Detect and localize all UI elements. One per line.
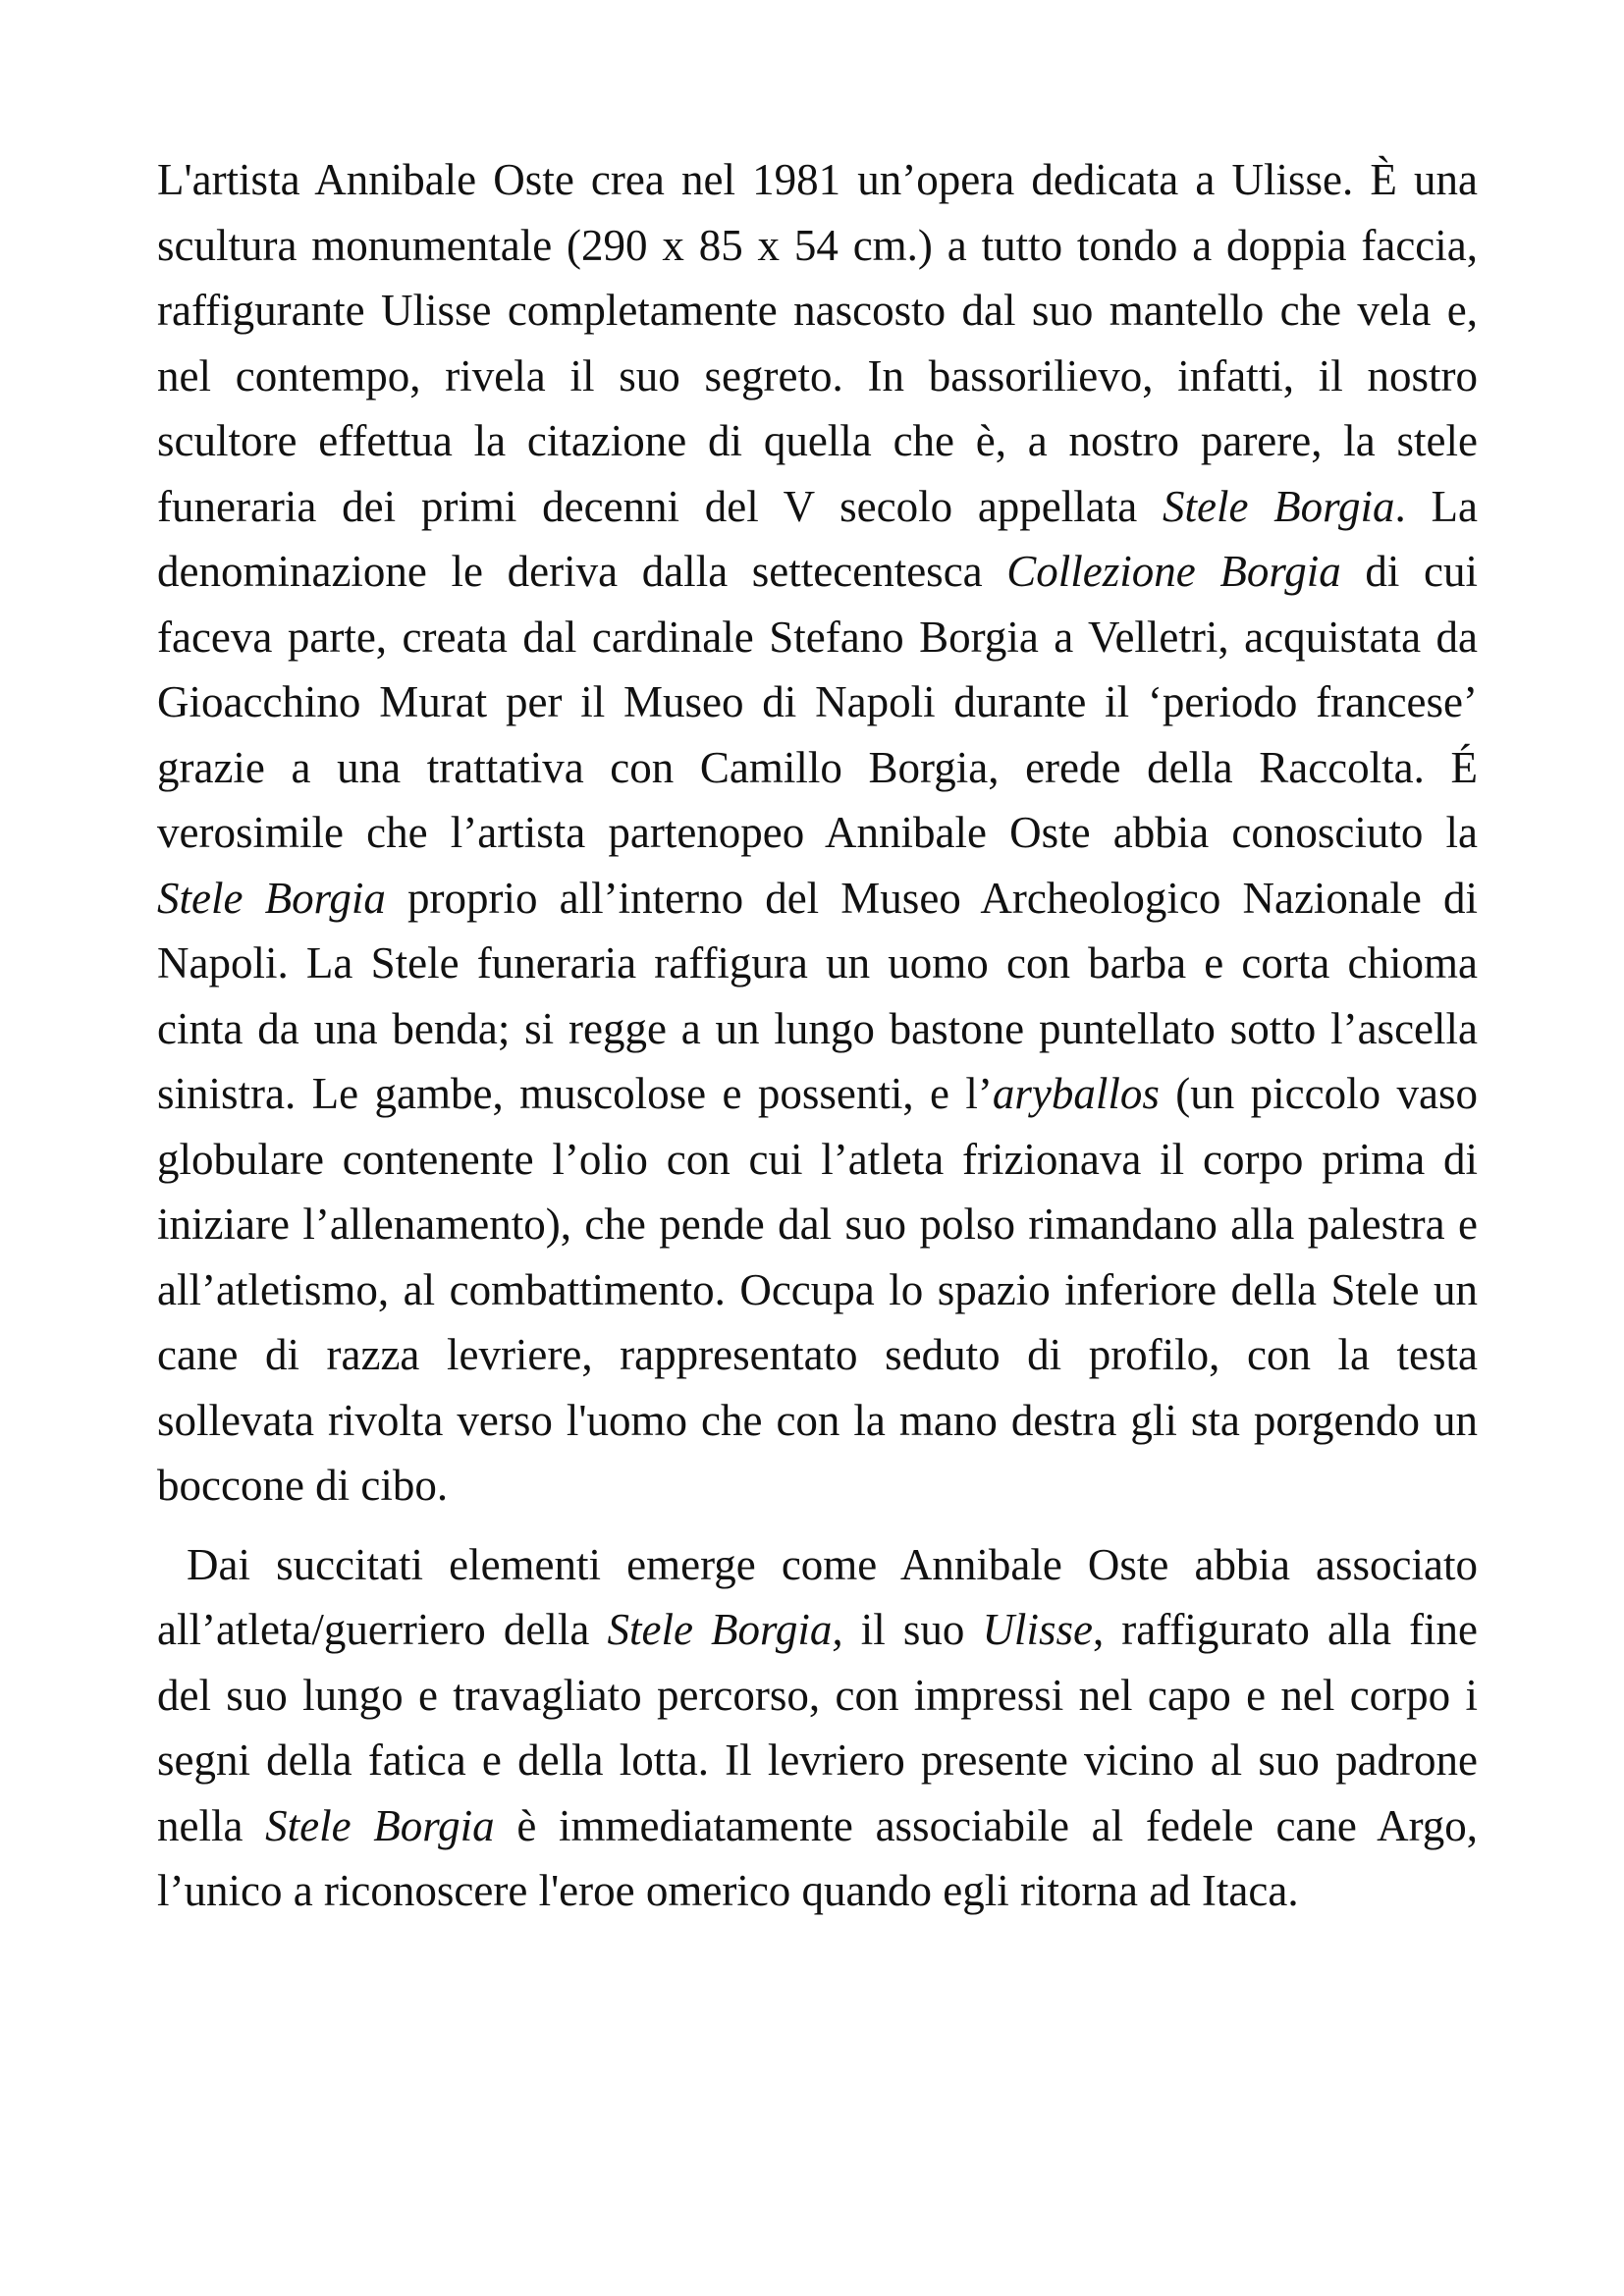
paragraph-2 [157,1532,1478,1924]
italic-term-aryballos: aryballos [992,1069,1160,1118]
text-segment: proprio all’interno del Museo Archeologico Nazionale di Napoli. La Stele funeraria raffigura un uomo con barba e corta chioma cinta da una benda; si regge a un lungo bastone puntellato sotto l’ascella sinistra. Le gambe, muscolose e possenti, e l’ [157,873,1478,1118]
text-segment: Dai succitati elementi emerge come Annibale Oste abbia associato all’atleta/guerriero della [157,1539,1478,1654]
text-segment: , raffigurato alla fine del suo lungo e travagliato percorso, con impressi nel capo e nel corpo i segni della fatica e della lotta. Il levriero presente vicino al suo padrone nella [157,1605,1478,1850]
text-segment: L'artista Annibale Oste crea nel 1981 un’opera dedicata a Ulisse. È una scultura monumentale (290 x 85 x 54 cm.) a tutto tondo a doppia faccia, raffigurante Ulisse completamente nascosto dal suo mantello che vela e, nel contempo, rivela il suo segreto. In bassorilievo, infatti, il nostro scultore effettua la citazione di quella che è, a nostro parere, la stele funeraria dei primi decenni del V secolo appellata [157,155,1478,531]
text-segment: il suo [842,1605,983,1654]
text-segment: (un piccolo vaso globulare contenente l’olio con cui l’atleta frizionava il corpo prima di iniziare l’allenamento), che pende dal suo polso rimandano alla palestra e all’atletismo, al combattimento. Occupa lo spazio inferiore della Stele un cane di razza levriere, rappresentato seduto di profilo, con la testa sollevata rivolta verso l'uomo che con la mano destra gli sta porgendo un boccone di cibo. [157,1069,1479,1510]
italic-title-collezione-borgia: Collezione Borgia [1006,547,1341,596]
italic-title-stele-borgia: Stele Borgia [1162,481,1395,531]
italic-title-ulisse: Ulisse [982,1605,1093,1654]
italic-title-stele-borgia: Stele Borgia [157,873,386,923]
italic-title-stele-borgia: Stele Borgia, [607,1605,843,1654]
text-segment: è immediatamente associabile al fedele cane Argo, l’unico a riconoscere l'eroe omerico quando egli ritorna ad Itaca. [157,1800,1478,1915]
text-segment: di cui faceva parte, creata dal cardinale Stefano Borgia a Velletri, acquistata da Gioacchino Murat per il Museo di Napoli durante il ‘periodo francese’ grazie a una trattativa con Camillo Borgia, erede della Raccolta. É verosimile che l’artista partenopeo Annibale Oste abbia conosciuto la [157,547,1478,857]
italic-title-stele-borgia: Stele Borgia [265,1800,495,1850]
text-segment: . La denominazione le deriva dalla settecentesca [157,481,1478,596]
paragraph-1 [157,147,1478,1519]
document-body [157,147,1478,1924]
